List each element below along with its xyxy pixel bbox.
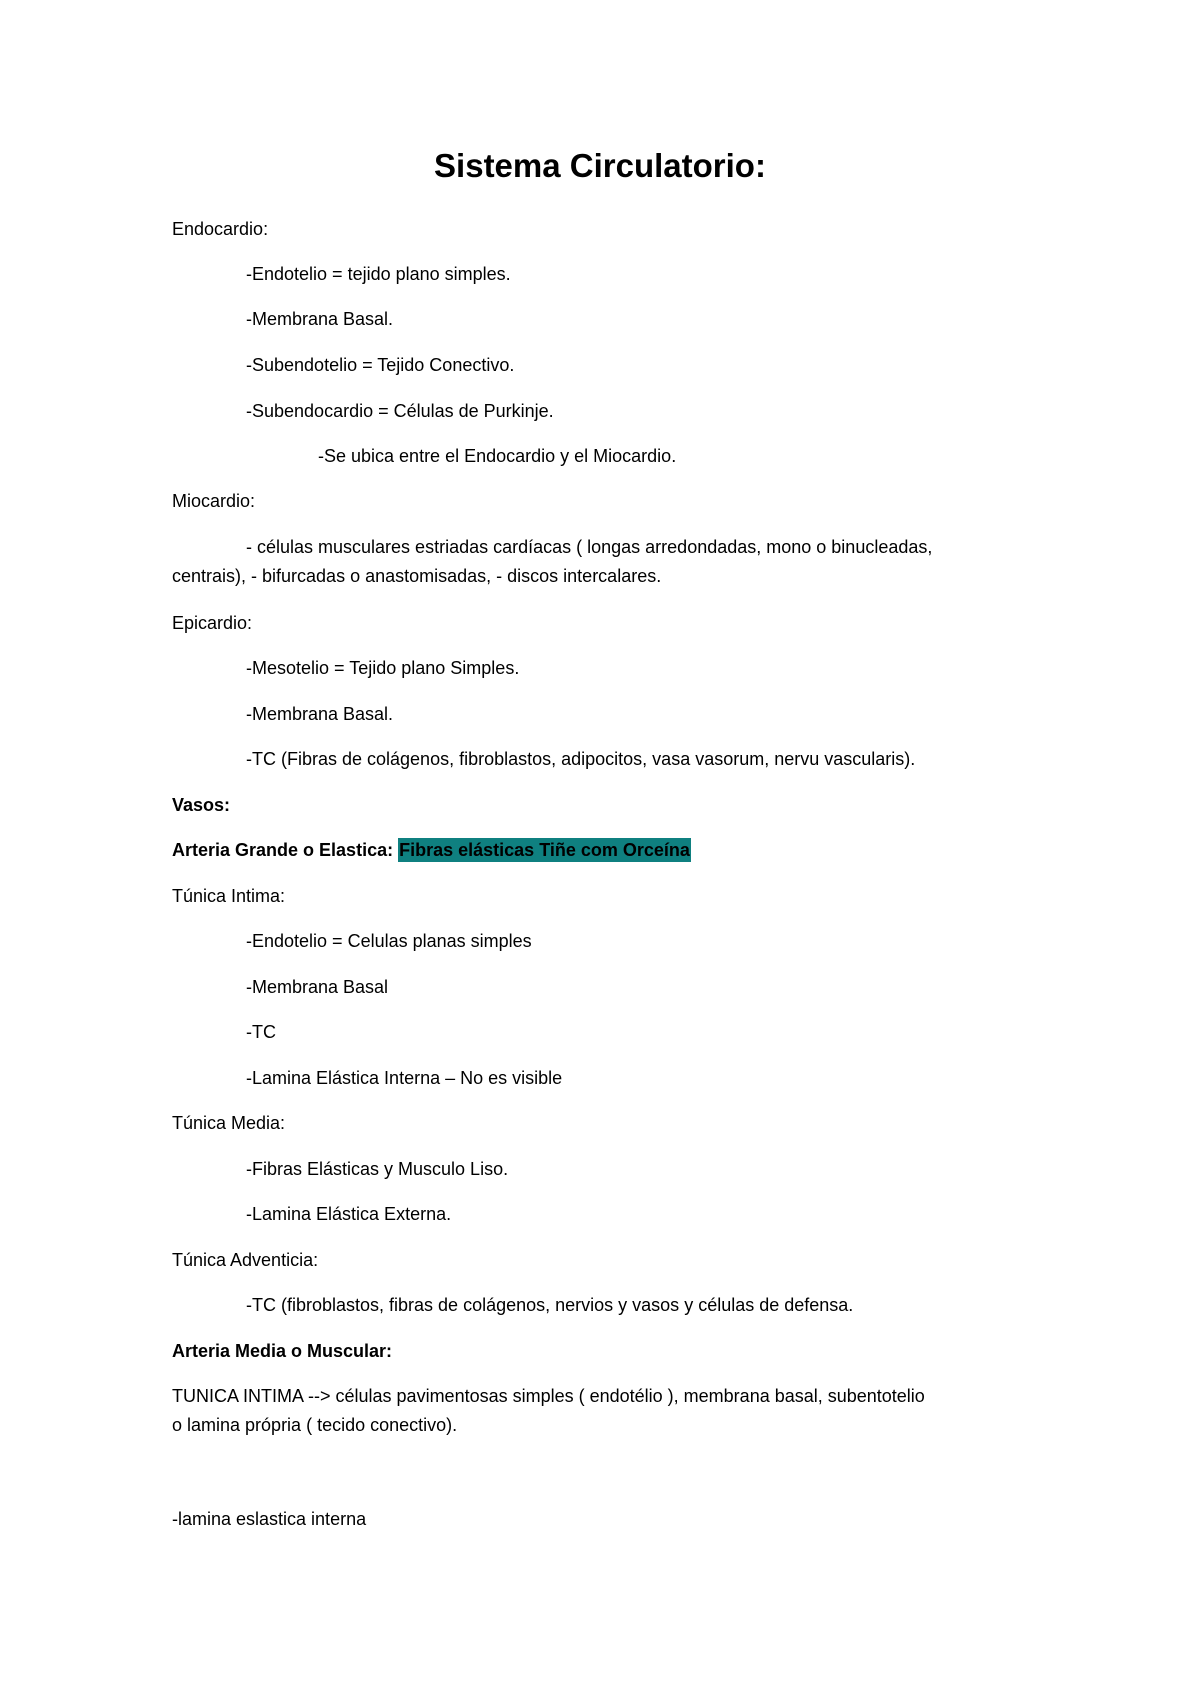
arteria-media-line-2: o lamina própria ( tecido conectivo). xyxy=(172,1415,458,1435)
epicardio-heading: Epicardio: xyxy=(172,613,253,633)
tunica-adventicia-item: -TC (fibroblastos, fibras de colágenos, nervios y vasos y células de defensa. xyxy=(246,1295,854,1315)
page-title: Sistema Circulatorio: xyxy=(434,147,766,184)
endocardio-heading: Endocardio: xyxy=(172,219,269,239)
lamina-elastica-line: -lamina eslastica interna xyxy=(172,1509,367,1529)
endocardio-item: -Membrana Basal. xyxy=(246,309,394,329)
miocardio-line-2: centrais), - bifurcadas o anastomisadas, - discos intercalares. xyxy=(172,566,662,586)
arteria-grande-heading: Arteria Grande o Elastica: xyxy=(172,840,394,860)
endocardio-item: -Subendotelio = Tejido Conectivo. xyxy=(246,355,515,375)
highlighted-text: Fibras elásticas Tiñe com Orceína xyxy=(399,840,690,860)
endocardio-sub-item: -Se ubica entre el Endocardio y el Miocardio. xyxy=(318,446,677,466)
tunica-intima-item: -Lamina Elástica Interna – No es visible xyxy=(246,1068,563,1088)
epicardio-item: -Membrana Basal. xyxy=(246,704,394,724)
tunica-intima-item: -TC xyxy=(246,1022,276,1042)
vasos-heading: Vasos: xyxy=(172,795,231,815)
tunica-intima-item: -Endotelio = Celulas planas simples xyxy=(246,931,532,951)
epicardio-item: -Mesotelio = Tejido plano Simples. xyxy=(246,658,520,678)
miocardio-line-1: - células musculares estriadas cardíacas ( longas arredondadas, mono o binucleadas, xyxy=(246,537,933,557)
tunica-media-item: -Lamina Elástica Externa. xyxy=(246,1204,452,1224)
arteria-media-line-1: TUNICA INTIMA --> células pavimentosas simples ( endotélio ), membrana basal, subentotelio xyxy=(172,1386,925,1406)
arteria-media-heading: Arteria Media o Muscular: xyxy=(172,1341,393,1361)
endocardio-item: -Endotelio = tejido plano simples. xyxy=(246,264,511,284)
epicardio-item: -TC (Fibras de colágenos, fibroblastos, adipocitos, vasa vasorum, nervu vascularis). xyxy=(246,749,916,769)
miocardio-heading: Miocardio: xyxy=(172,491,256,511)
tunica-adventicia-heading: Túnica Adventicia: xyxy=(172,1250,319,1270)
arteria-grande-line xyxy=(172,839,691,861)
tunica-intima-heading: Túnica Intima: xyxy=(172,886,286,906)
tunica-media-item: -Fibras Elásticas y Musculo Liso. xyxy=(246,1159,509,1179)
tunica-intima-item: -Membrana Basal xyxy=(246,977,389,997)
tunica-media-heading: Túnica Media: xyxy=(172,1113,286,1133)
endocardio-item: -Subendocardio = Células de Purkinje. xyxy=(246,401,554,421)
